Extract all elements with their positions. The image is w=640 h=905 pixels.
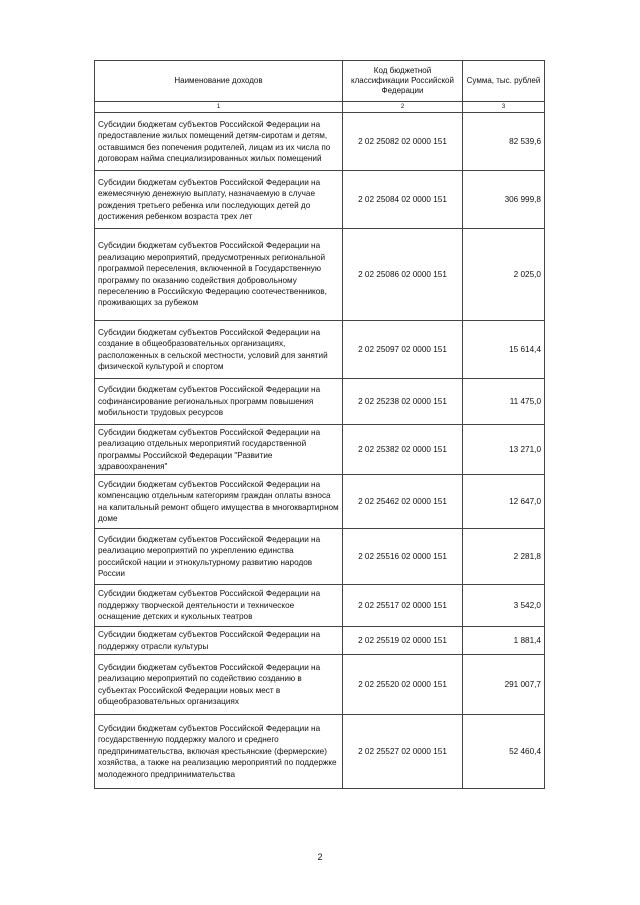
amount-cell: 2 281,8	[463, 529, 545, 585]
budget-code-cell: 2 02 25519 02 0000 151	[343, 627, 463, 655]
amount-cell: 15 614,4	[463, 321, 545, 379]
amount-cell: 1 881,4	[463, 627, 545, 655]
table-row	[95, 229, 545, 321]
budget-code-cell: 2 02 25520 02 0000 151	[343, 655, 463, 715]
budget-code-cell: 2 02 25516 02 0000 151	[343, 529, 463, 585]
income-name-cell: Субсидии бюджетам субъектов Российской Федерации на предоставление жилых помещений детям-сиротам и детям, оставшимся без попечения родителей, лицам из их числа по договорам найма специализированных жилых помещений	[95, 113, 343, 171]
amount-cell: 52 460,4	[463, 715, 545, 789]
income-name-cell: Субсидии бюджетам субъектов Российской Федерации на ежемесячную денежную выплату, назначаемую в случае рождения третьего ребенка или последующих детей до достижения ребенком возраста трех лет	[95, 171, 343, 229]
budget-code-cell: 2 02 25097 02 0000 151	[343, 321, 463, 379]
budget-code-cell: 2 02 25382 02 0000 151	[343, 425, 463, 475]
table-row	[95, 715, 545, 789]
table-row	[95, 171, 545, 229]
income-name-cell: Субсидии бюджетам субъектов Российской Федерации на реализацию мероприятий по содействию созданию в субъектах Российской Федерации новых мест в общеобразовательных организациях	[95, 655, 343, 715]
header-sum: Сумма, тыс. рублей	[463, 61, 545, 102]
table-row	[95, 475, 545, 529]
table-row	[95, 113, 545, 171]
amount-cell: 82 539,6	[463, 113, 545, 171]
income-name-cell: Субсидии бюджетам субъектов Российской Федерации на реализацию отдельных мероприятий государственной программы Российской Федерации "Развитие здравоохранения"	[95, 425, 343, 475]
amount-cell: 291 007,7	[463, 655, 545, 715]
page-number: 2	[317, 852, 323, 862]
table-row	[95, 425, 545, 475]
column-number: 3	[463, 102, 545, 113]
budget-code-cell: 2 02 25517 02 0000 151	[343, 585, 463, 627]
revenue-table	[94, 60, 545, 789]
amount-cell: 12 647,0	[463, 475, 545, 529]
header-row	[95, 61, 545, 102]
column-number-row	[95, 102, 545, 113]
budget-code-cell: 2 02 25086 02 0000 151	[343, 229, 463, 321]
budget-code-cell: 2 02 25527 02 0000 151	[343, 715, 463, 789]
income-name-cell: Субсидии бюджетам субъектов Российской Федерации на реализацию мероприятий по укреплению единства российской нации и этнокультурному развитию народов России	[95, 529, 343, 585]
income-name-cell: Субсидии бюджетам субъектов Российской Федерации на поддержку отрасли культуры	[95, 627, 343, 655]
table-row	[95, 529, 545, 585]
table-row	[95, 379, 545, 425]
amount-cell: 306 999,8	[463, 171, 545, 229]
table-row	[95, 321, 545, 379]
amount-cell: 2 025,0	[463, 229, 545, 321]
amount-cell: 13 271,0	[463, 425, 545, 475]
income-name-cell: Субсидии бюджетам субъектов Российской Федерации на создание в общеобразовательных организациях, расположенных в сельской местности, условий для занятий физической культурой и спортом	[95, 321, 343, 379]
budget-code-cell: 2 02 25238 02 0000 151	[343, 379, 463, 425]
budget-code-cell: 2 02 25084 02 0000 151	[343, 171, 463, 229]
column-number: 1	[95, 102, 343, 113]
income-name-cell: Субсидии бюджетам субъектов Российской Федерации на компенсацию отдельным категориям граждан оплаты взноса на капитальный ремонт общего имущества в многоквартирном доме	[95, 475, 343, 529]
table-row	[95, 627, 545, 655]
income-name-cell: Субсидии бюджетам субъектов Российской Федерации на поддержку творческой деятельности и техническое оснащение детских и кукольных театров	[95, 585, 343, 627]
income-name-cell: Субсидии бюджетам субъектов Российской Федерации на реализацию мероприятий, предусмотренных региональной программой переселения, включенной в Государственную программу по оказанию содействия добровольному переселению в Российскую Федерацию соотечественников, проживающих за рубежом	[95, 229, 343, 321]
amount-cell: 3 542,0	[463, 585, 545, 627]
table-row	[95, 585, 545, 627]
header-name: Наименование доходов	[95, 61, 343, 102]
amount-cell: 11 475,0	[463, 379, 545, 425]
income-name-cell: Субсидии бюджетам субъектов Российской Федерации на софинансирование региональных программ повышения мобильности трудовых ресурсов	[95, 379, 343, 425]
budget-code-cell: 2 02 25082 02 0000 151	[343, 113, 463, 171]
header-code: Код бюджетной классификации Российской Федерации	[343, 61, 463, 102]
column-number: 2	[343, 102, 463, 113]
budget-code-cell: 2 02 25462 02 0000 151	[343, 475, 463, 529]
income-name-cell: Субсидии бюджетам субъектов Российской Федерации на государственную поддержку малого и среднего предпринимательства, включая крестьянские (фермерские) хозяйства, а также на реализацию мероприятий по поддержке молодежного предпринимательства	[95, 715, 343, 789]
table-row	[95, 655, 545, 715]
